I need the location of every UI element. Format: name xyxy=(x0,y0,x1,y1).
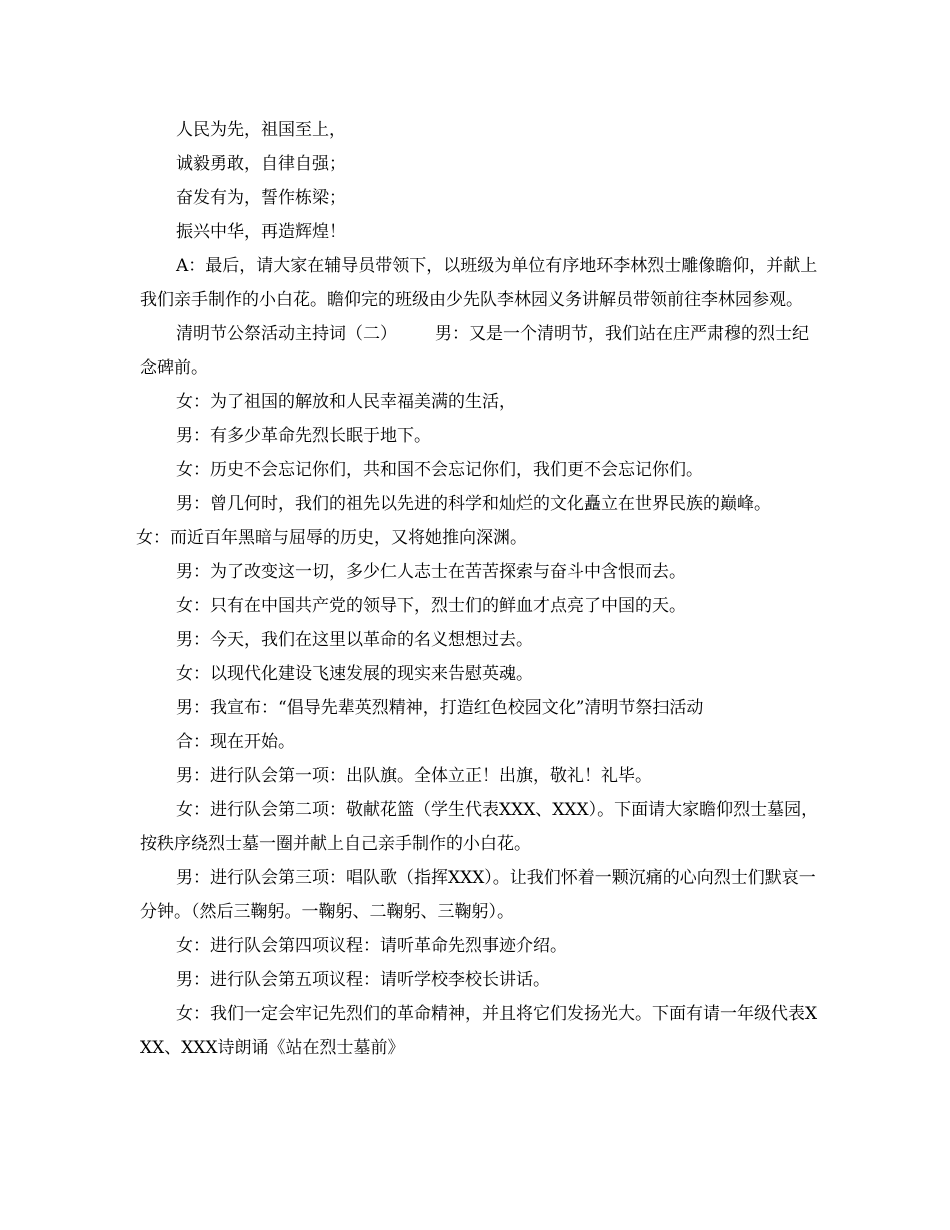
paragraph-line-outdent: 女：而近百年黑暗与屈辱的历史，又将她推向深渊。 xyxy=(136,528,527,548)
paragraph-line: 男：有多少革命先烈长眠于地下。 xyxy=(176,426,431,446)
paragraph-line: 女：历史不会忘记你们，共和国不会忘记你们，我们更不会忘记你们。 xyxy=(176,460,703,480)
paragraph-line: 男：进行队会第一项：出队旗。全体立正！出旗，敬礼！礼毕。 xyxy=(176,766,652,786)
paragraph-line: 女：只有在中国共产党的领导下，烈士们的鲜血才点亮了中国的天。 xyxy=(176,596,686,616)
verse-line-4: 振兴中华，再造辉煌！ xyxy=(176,222,346,242)
verse-line-2: 诚毅勇敢，自律自强； xyxy=(176,154,346,174)
paragraph-line: 女：以现代化建设飞速发展的现实来告慰英魂。 xyxy=(176,664,533,684)
paragraph-line: 男：今天，我们在这里以革命的名义想想过去。 xyxy=(176,630,533,650)
paragraph-line: 男：进行队会第五项议程：请听学校李校长讲话。 xyxy=(176,970,550,990)
paragraph-line: 男：进行队会第三项：唱队歌（指挥XXX）。让我们怀着一颗沉痛的心向烈士们默哀一分钟。（然后三鞠躬。一鞠躬、二鞠躬、三鞠躬）。 xyxy=(140,868,816,922)
section-first-line: 男：又是一个清明节，我们站在庄严肃穆的烈士纪念碑前。 xyxy=(140,324,809,378)
paragraph-line: 女：进行队会第二项：敬献花篮（学生代表XXX、XXX）。下面请大家瞻仰烈士墓园，按秩序绕烈士墓一圈并献上自己亲手制作的小白花。 xyxy=(140,800,819,854)
paragraph-line: 男：为了改变这一切，多少仁人志士在苦苦探索与奋斗中含恨而去。 xyxy=(176,562,686,582)
document-body xyxy=(136,113,820,1065)
paragraph-closing-a: A：最后，请大家在辅导员带领下，以班级为单位有序地环李林烈士雕像瞻仰，并献上我们亲手制作的小白花。瞻仰完的班级由少先队李林园义务讲解员带领前往李林园参观。 xyxy=(140,256,818,310)
paragraph-line: 男：我宣布：“倡导先辈英烈精神，打造红色校园文化”清明节祭扫活动 xyxy=(176,698,704,718)
paragraph-line: 女：我们一定会牢记先烈们的革命精神，并且将它们发扬光大。下面有请一年级代表XXX、XXX诗朗诵《站在烈士墓前》 xyxy=(140,1004,818,1058)
paragraph-line: 女：为了祖国的解放和人民幸福美满的生活， xyxy=(176,392,516,412)
paragraph-line: 男：曾几何时，我们的祖先以先进的科学和灿烂的文化矗立在世界民族的巅峰。 xyxy=(176,494,771,514)
paragraph-section-start xyxy=(140,317,820,385)
verse-line-1: 人民为先，祖国至上， xyxy=(176,120,346,140)
paragraph-line: 女：进行队会第四项议程：请听革命先烈事迹介绍。 xyxy=(176,936,567,956)
verse-line-3: 奋发有为，誓作栋梁； xyxy=(176,188,346,208)
section-title: 清明节公祭活动主持词（二） xyxy=(176,324,397,344)
paragraph-line: 合：现在开始。 xyxy=(176,732,295,752)
